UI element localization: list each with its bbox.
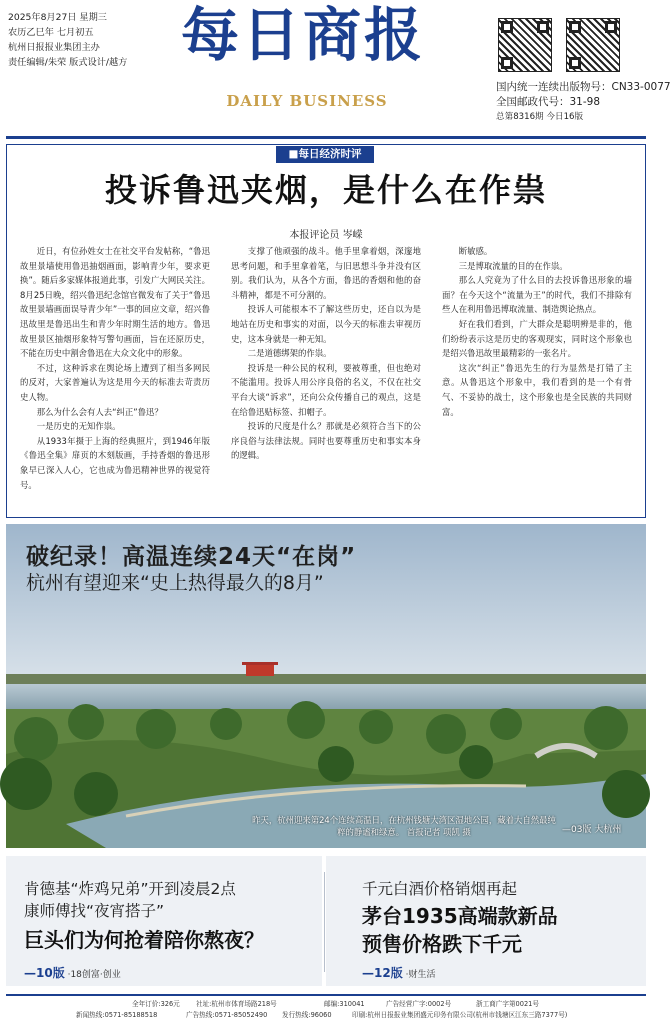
teaser-headline[interactable]: 茅台1935高端款新品 <box>362 904 558 928</box>
footer-printer: 印刷:杭州日报报业集团盛元印务有限公司(杭州市钱塘区江东三路7377号) <box>352 1011 568 1019</box>
paragraph: 支撑了他顽强的战斗。他手里拿着烟，深邃地思考问题，和手里拿着笔，与旧思想斗争并没有区别。我们认为，从各个方面，鲁迅的香烟和他的奋斗精神，都是不可分割的。 <box>231 246 421 300</box>
newspaper-subtitle: DAILY BUSINESS <box>226 92 388 110</box>
issue-date: 2025年8月27日 星期三 <box>8 12 107 23</box>
teaser-headline[interactable]: 巨头们为何抢着陪你熬夜？ <box>24 928 264 952</box>
teaser-line: 千元白酒价格销烟再起 <box>362 880 518 898</box>
page-number: —10版 <box>24 966 65 980</box>
photo-subheadline: 杭州有望迎来“史上热得最久的8月” <box>26 572 324 594</box>
postal-code: 全国邮政代号：31-98 <box>496 96 601 108</box>
paragraph: 投诉人可能根本不了解这些历史，还自以为是地站在历史和事实的对面，以今天的标准去审视历史，这本身就是一种无知。 <box>231 304 421 344</box>
lunar-date: 农历乙巳年 七月初五 <box>8 27 94 38</box>
newspaper-title: 每日商报 <box>180 1 425 69</box>
paragraph: 二是道德绑架的作祟。 <box>247 348 332 359</box>
paragraph: 好在我们看到，广大群众是聪明辨是非的，他们纷纷表示这是历史的客观现实，同时这个形象也是绍兴鲁迅故里最精彩的一张名片。 <box>442 318 632 359</box>
footer <box>6 994 646 1022</box>
section-tag: ■每日经济时评 <box>276 146 374 163</box>
qr-code-icon[interactable] <box>498 18 552 72</box>
paragraph: 那么为什么会有人去“纠正”鲁迅？ <box>36 406 163 417</box>
footer-address: 社址:杭州市体育场路218号 <box>196 1000 277 1008</box>
teaser-divider <box>324 872 325 972</box>
editorial-byline: 本报评论员 岑嵘 <box>289 230 363 241</box>
masthead-divider <box>6 136 646 139</box>
teaser-headline[interactable]: 预售价格跌下千元 <box>362 932 522 956</box>
editorial-column-2 <box>231 244 421 463</box>
publication-info <box>496 80 671 125</box>
teaser-page-ref[interactable] <box>362 964 435 981</box>
paragraph: 三是博取流量的目的在作祟。 <box>458 260 568 271</box>
footer-news-hotline: 新闻热线:0571-85188518 <box>76 1011 158 1019</box>
editors-credit: 责任编辑/朱荣 版式设计/越方 <box>8 57 128 68</box>
teaser-line: 康师傅找“夜宵搭子” <box>24 902 165 920</box>
editorial-column-3 <box>442 244 632 419</box>
qr-code-icon[interactable] <box>566 18 620 72</box>
footer-ad-permit: 广告经营广字:0002号 <box>386 1000 452 1008</box>
footer-price: 全年订价:326元 <box>132 1000 180 1008</box>
teaser-line: 肯德基“炸鸡兄弟”开到凌晨2点 <box>24 880 236 898</box>
page-number: —12版 <box>362 966 403 980</box>
cn-number: 国内统一连续出版物号：CN33-0077 <box>496 81 671 93</box>
photo-page-ref[interactable]: —03版 大杭州 <box>562 825 622 835</box>
publisher: 杭州日报报业集团主办 <box>8 42 100 53</box>
footer-zip: 邮编:310041 <box>324 1000 365 1008</box>
masthead-info <box>8 10 168 70</box>
page-label: ·18创富·创业 <box>67 970 121 980</box>
paragraph: 投诉的尺度是什么？那就是必须符合当下的公序良俗与法律法规。同时也要尊重历史和事实本身的逻辑。 <box>231 421 421 461</box>
footer-ad-hotline: 广告热线:0571-85052490 <box>186 1011 268 1019</box>
teaser-page-ref[interactable] <box>24 964 121 981</box>
paragraph: 断敏感。 <box>458 246 493 256</box>
issue-number: 总第8316期 今日16版 <box>496 112 584 122</box>
paragraph: 近日，有位孙姓女士在社交平台发帖称，“鲁迅故里景墙使用鲁迅抽烟画面，影响青少年，要求更换”。随后多家媒体报道此事，引发广大网民关注。8月25日晚，绍兴鲁迅纪念馆官微发布了关于“鲁迅故里景墙画面误导青少年”一事的回应文章，绍兴鲁迅故里是鲁迅出生和青少年时期生活的地方。鲁迅故里景区抽烟形象特写警句画面，旨在还原历史，不能在历史中割舍鲁迅在大众文化中的形象。 <box>20 246 210 359</box>
paragraph: 不过，这种诉求在舆论场上遭到了相当多网民的反对，大家普遍认为这是用今天的标准去苛责历史人物。 <box>20 362 210 402</box>
footer-ad-permit: 浙工商广字第0021号 <box>476 1000 539 1008</box>
paragraph: 一是历史的无知作祟。 <box>36 421 121 432</box>
footer-delivery: 发行热线:96060 <box>282 1011 332 1019</box>
paragraph: 那么人究竟为了什么目的去投诉鲁迅形象的墙面？在今天这个“流量为王”的时代，我们不排除有些人在利用鲁迅博取流量、制造舆论热点。 <box>442 275 632 315</box>
page-label: ·财生活 <box>405 970 436 980</box>
editorial-column-1 <box>20 244 210 492</box>
editorial-headline[interactable]: 投诉鲁迅夹烟，是什么在作祟 <box>104 171 547 209</box>
paragraph: 这次“纠正”鲁迅先生的行为显然是打错了主意。从鲁迅这个形象中，我们看到的是一个有骨气、不妥协的战士，这个形象也是全民族的共同财富。 <box>442 362 632 417</box>
photo-headline[interactable]: 破纪录！高温连续24天“在岗” <box>26 544 357 570</box>
paragraph: 从1933年摄于上海的经典照片，到1946年版《鲁迅全集》扉页的木刻版画，手持香烟的鲁迅形象早已深入人心，它也成为鲁迅精神世界的视觉符号。 <box>20 435 210 490</box>
photo-caption: 昨天，杭州迎来第24个连续高温日，在杭州钱塘大湾区湿地公园，藏着大自然最纯粹的静谧和绿意。 首报记者 项凯 摄 <box>252 815 556 837</box>
paragraph: 投诉是一种公民的权利，要被尊重，但也绝对不能滥用。投诉人用公序良俗的名义，不仅在社交平台大谈“诉求”，还向公众传播自己的观点，这是在给鲁迅贴标签、扣帽子。 <box>231 362 421 417</box>
